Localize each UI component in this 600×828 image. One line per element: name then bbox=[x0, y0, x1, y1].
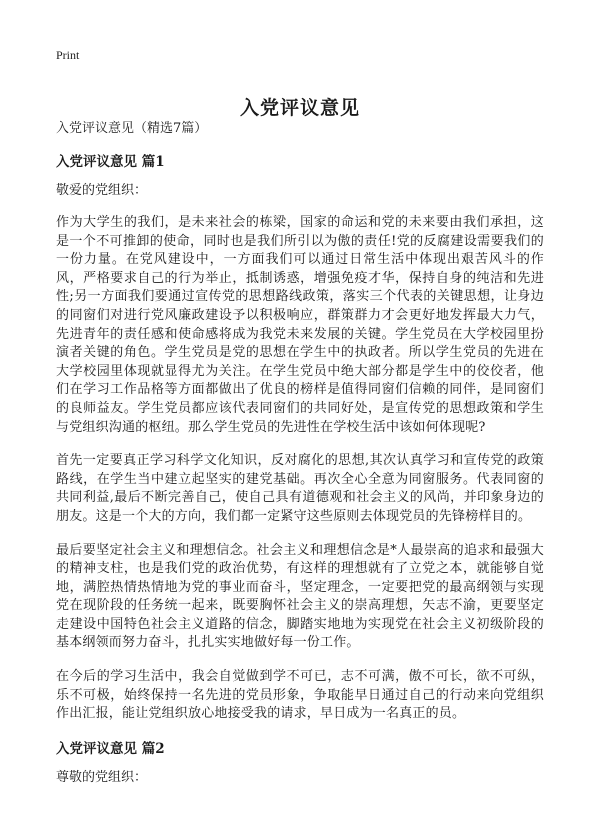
salutation: 尊敬的党组织： bbox=[56, 769, 148, 785]
print-link[interactable]: Print bbox=[56, 48, 80, 62]
page-title: 入党评议意见 bbox=[239, 96, 360, 119]
document-body bbox=[56, 120, 544, 801]
section-heading: 入党评议意见 篇2 bbox=[56, 740, 165, 757]
section-2 bbox=[56, 739, 544, 787]
paragraph: 首先一定要真正学习科学文化知识，反对腐化的思想,其次认真学习和宣传党的政策路线，在学生当中建立起坚实的建党基础。再次全心全意为同窗服务。代表同窗的共同利益,最后不断完善自己，使自己具有道德观和社会主义的风尚，并印象身边的朋友。这是一个大的方向，我们都一定紧守这些原则去体现党员的先锋榜样目的。 bbox=[56, 453, 544, 524]
salutation: 敬爱的党组织： bbox=[56, 183, 148, 198]
section-1 bbox=[56, 152, 544, 724]
document-subtitle: 入党评议意见（精选7篇） bbox=[56, 121, 208, 136]
paragraph: 在今后的学习生活中，我会自觉做到学不可已，志不可满，傲不可长，欲不可纵，乐不可极，始终保持一名先进的党员形象，争取能早日通过自己的行动来向党组织作出汇报，能让党组织放心地接受我的请求，早日成为一名真正的员。 bbox=[56, 669, 544, 722]
paragraph: 作为大学生的我们，是未来社会的栋梁，国家的命运和党的未来要由我们承担，这是一个不可推卸的使命，同时也是我们所引以为傲的责任!党的反腐建设需要我们的一份力量。在党风建设中，一方面我们可以通过日常生活中体现出艰苦风斗的作风，严格要求自己的行为举止，抵制诱惑，增强免疫才华，保持自身的纯洁和先进性;另一方面我们要通过宣传党的思想路线政策，落实三个代表的关键思想，让身边的同窗们对进行党风廉政建设予以积极响应，群策群力才会更好地发挥最大力气，先进青年的责任感和使命感将成为我党未来发展的关键。学生党员在大学校园里扮演者关键的角色。学生党员是党的思想在学生中的执政者。所以学生党员的先进在大学校园里体现就显得尤为关注。在学生党员中绝大部分都是学生中的佼佼者，他们在学习工作品格等方面都做出了优良的榜样是值得同窗们信赖的同伴，是同窗们的良师益友。学生党员都应该代表同窗们的共同好处，是宣传党的思想政策和学生与党组织沟通的枢纽。那么学生党员的先进性在学校生活中该如何体现呢? bbox=[56, 215, 544, 435]
paragraph: 最后要坚定社会主义和理想信念。社会主义和理想信念是*人最崇高的追求和最强大的精神支柱，也是我们党的政治优势，有这样的理想就有了立党之本，就能够自觉地，满腔热情热情地为党的事业而奋斗，坚定理念，一定要把党的最高纲领与实现党在现阶段的任务统一起来，既要胸怀社会主义的崇高理想，矢志不渝，更要坚定走建设中国特色社会主义道路的信念，脚踏实地地为实现党在社会主义初级阶段的基本纲领而努力奋斗，扎扎实实地做好每一份工作。 bbox=[56, 542, 544, 651]
section-heading: 入党评议意见 篇1 bbox=[56, 154, 165, 170]
